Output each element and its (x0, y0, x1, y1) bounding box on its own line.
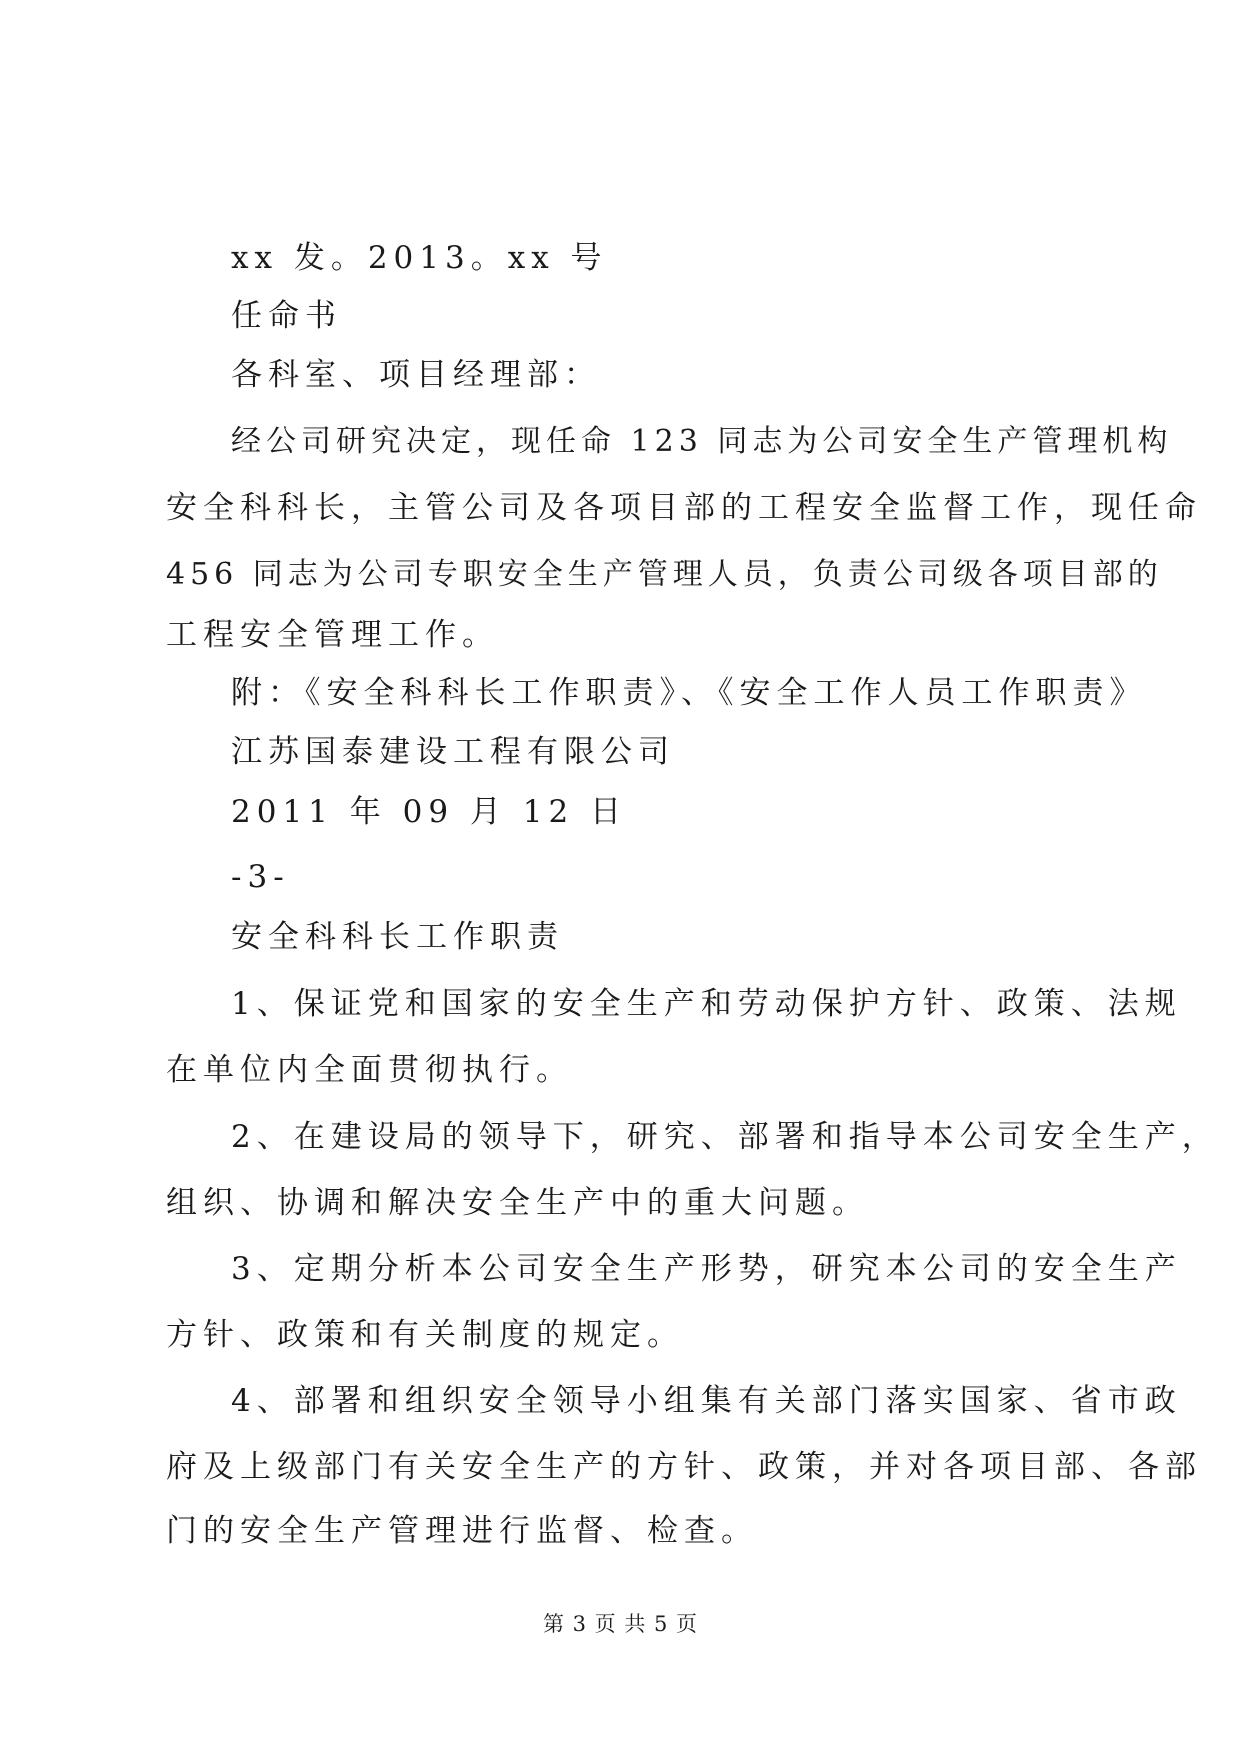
section-title: 安全科科长工作职责 (231, 919, 564, 955)
duty-line: 在单位内全面贯彻执行。 (166, 1052, 573, 1088)
company-name: 江苏国泰建设工程有限公司 (231, 734, 675, 770)
duty-line: 方针、政策和有关制度的规定。 (166, 1317, 684, 1353)
body-line: 经公司研究决定，现任命 123 同志为公司安全生产管理机构 (231, 424, 1173, 459)
duty-line: 3、定期分析本公司安全生产形势，研究本公司的安全生产 (231, 1251, 1182, 1287)
body-line: 456 同志为公司专职安全生产管理人员，负责公司级各项目部的 (166, 557, 1163, 592)
addressee: 各科室、项目经理部： (231, 357, 601, 393)
page-marker: -3- (231, 859, 290, 895)
duty-line: 组织、协调和解决安全生产中的重大问题。 (166, 1185, 869, 1221)
issue-date: 2011 年 09 月 12 日 (231, 794, 628, 830)
body-line: 安全科科长，主管公司及各项目部的工程安全监督工作，现任命 (166, 490, 1202, 526)
page-footer: 第 3 页 共 5 页 (542, 1612, 699, 1636)
duty-line: 2、在建设局的领导下，研究、部署和指导本公司安全生产， (231, 1119, 1219, 1155)
duty-line: 府及上级部门有关安全生产的方针、政策，并对各项目部、各部 (166, 1449, 1202, 1485)
doc-title: 任命书 (231, 298, 342, 334)
doc-number: xx 发。2013。xx 号 (231, 240, 608, 276)
duty-line: 1、保证党和国家的安全生产和劳动保护方针、政策、法规 (231, 986, 1182, 1022)
duty-line: 门的安全生产管理进行监督、检查。 (166, 1513, 758, 1549)
duty-line: 4、部署和组织安全领导小组集有关部门落实国家、省市政 (231, 1383, 1182, 1419)
body-line: 工程安全管理工作。 (166, 617, 499, 653)
attachment-line: 附：《安全科科长工作职责》、《安全工作人员工作职责》 (231, 675, 1147, 711)
